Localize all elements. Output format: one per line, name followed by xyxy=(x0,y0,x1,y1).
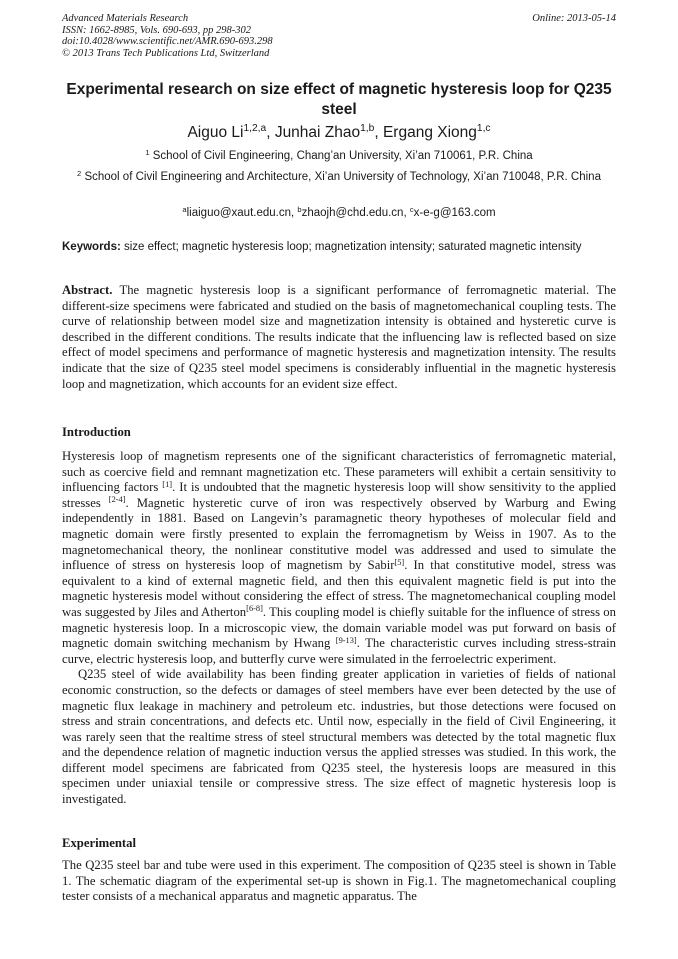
citation: [6-8] xyxy=(246,604,263,614)
issn-line: ISSN: 1662-8985, Vols. 690-693, pp 298-302 xyxy=(62,24,251,36)
author-affiliation-marker: 1,2,a xyxy=(243,123,267,135)
text-run: Hysteresis loop of magnetism represents one of the significant characteristics of ferromagnetic material, such as coercive field and remnant magnetization etc. These parameters will exhibit a certain sensitivity to influencing factors xyxy=(62,449,616,495)
experimental-body xyxy=(62,858,616,905)
email-marker: c xyxy=(409,204,414,214)
author-name: Junhai Zhao xyxy=(274,124,361,141)
citation: [1] xyxy=(162,479,173,489)
section-heading-introduction: Introduction xyxy=(62,425,131,439)
affiliation-text: School of Civil Engineering, Chang’an University, Xi’an 710061, P.R. China xyxy=(152,150,533,162)
author-affiliation-marker: 1,c xyxy=(476,123,491,135)
journal-name: Advanced Materials Research xyxy=(62,13,189,24)
email-separator: , xyxy=(291,207,298,219)
journal-header xyxy=(62,13,616,59)
email-marker: b xyxy=(297,204,302,214)
copyright-line: © 2013 Trans Tech Publications Ltd, Switzerland xyxy=(62,47,270,59)
text-run: . The characteristic curves including stress-strain curve, electric hysteresis loop, and butterfly curve were simulated in the ferroelectric experiment. xyxy=(62,636,616,666)
keywords-label: Keywords: xyxy=(62,241,121,253)
keywords xyxy=(62,240,616,254)
affiliation-marker: 2 xyxy=(77,168,82,178)
citation: [2-4] xyxy=(108,495,126,505)
citation: [5] xyxy=(394,557,405,567)
email-address: x-e-g@163.com xyxy=(413,207,496,219)
affiliation-text: School of Civil Engineering and Architecture, Xi’an University of Technology, Xi’an 710048, P.R. China xyxy=(84,171,601,183)
affiliation-1 xyxy=(62,149,616,164)
affiliation-marker: 1 xyxy=(145,147,150,157)
introduction-body xyxy=(62,449,616,808)
affiliation-2 xyxy=(62,170,616,185)
email-line xyxy=(62,206,616,221)
introduction-paragraph-2: Q235 steel of wide availability has been finding greater application in varieties of fields of national economic construction, so the defects or damages of steel members have ever been detected by the use of magnetic flux leakage in machinery and petroleum etc. industries, but those detections were focused on stress and strain concentrations, and defects etc. Until now, especially in the field of Civil Engineering, it was rarely seen that the realtime stress of steel structural members was detected by the total magnetic flux and the dependence relation of magnetic induction versus the applied stresses was studied. In this work, the different model specimens are fabricated from Q235 steel, the hysteresis loops are measured in this specimen under uniaxial tensile or compressive stress. The size effect of magnetic hysteresis loop is investigated. xyxy=(62,667,616,807)
author-separator: , xyxy=(374,124,383,141)
author-separator: , xyxy=(266,124,275,141)
citation: [9-13] xyxy=(335,635,357,645)
author-name: Aiguo Li xyxy=(187,124,244,141)
author-name: Ergang Xiong xyxy=(382,124,477,141)
email-address: liaiguo@xaut.edu.cn xyxy=(186,207,291,219)
text-run: . This coupling model is chiefly suitable for the influence of stress on magnetic hysteresis loop. In a microscopic view, the domain variable model was put forward on basis of magnetic domain switching mechanism by Hwang xyxy=(62,604,616,651)
keywords-text: size effect; magnetic hysteresis loop; magnetization intensity; saturated magnetic intensity xyxy=(124,241,582,253)
email-separator: , xyxy=(403,207,410,219)
text-run: . In that constitutive model, stress was equivalent to a kind of external magnetic field, and then this equivalent magnetic field is put into the magnetic hysteresis model without considering the effect of stress. The magnetomechanical coupling model was suggested by Jiles and Atherton xyxy=(62,558,616,619)
author-affiliation-marker: 1,b xyxy=(360,123,375,135)
abstract xyxy=(62,283,616,392)
text-run: . It is undoubted that the magnetic hysteresis loop will show sensitivity to the applied stresses xyxy=(62,480,616,510)
abstract-text: The magnetic hysteresis loop is a significant performance of ferromagnetic material. The different-size specimens were fabricated and studied on the basis of magnetomechanical coupling tests. The curve of relationship between model size and magnetization intensity is obtained and hysteretic curve is described in the different conditions. The results indicate that the influencing law is reflected based on size effect of model specimens and performance of magnetic hysteresis and magnetization intensity. The results indicate that the size of Q235 steel model specimens is considerably influential in the magnetic hysteresis loop and magnetization, which accounts for an evident size effect. xyxy=(62,283,616,391)
email-marker: a xyxy=(182,204,187,214)
text-run: . Magnetic hysteretic curve of iron was respectively observed by Warburg and Ewing independently in 1881. Based on Langevin’s paramagnetic theory hypotheses of molecular field and magnetic domain were firstly presented to explain the ferromagnetism by Weiss in 1907. As to the magnetomechanical theory, the nonlinear constitutive model was addressed and used to simulate the influence of stress on hysteresis loop of magnetism by Sabir xyxy=(62,495,617,573)
experimental-paragraph-1: The Q235 steel bar and tube were used in this experiment. The composition of Q235 steel is shown in Table 1. The schematic diagram of the experimental set-up is shown in Fig.1. The magnetomechanical coupling tester consists of a mechanical apparatus and magnetic apparatus. The xyxy=(62,858,616,904)
doi-line: doi:10.4028/www.scientific.net/AMR.690-693.298 xyxy=(62,36,273,47)
abstract-label: Abstract. xyxy=(62,283,113,297)
email-address: zhaojh@chd.edu.cn xyxy=(301,207,404,219)
author-list xyxy=(62,124,616,142)
section-heading-experimental: Experimental xyxy=(62,836,137,850)
paper-title: Experimental research on size effect of magnetic hysteresis loop for Q235 steel xyxy=(66,81,612,118)
introduction-paragraph-1 xyxy=(62,449,616,667)
online-date: Online: 2013-05-14 xyxy=(532,13,616,24)
